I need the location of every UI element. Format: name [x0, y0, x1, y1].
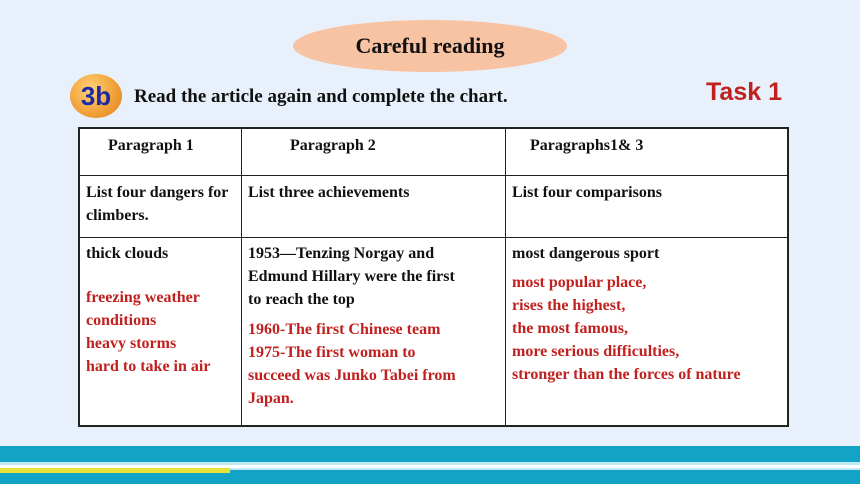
column-divider [505, 129, 506, 425]
exercise-number: 3b [80, 80, 112, 111]
comparison-answers-list [512, 271, 741, 386]
achievement-answer: 1975-The first woman to [248, 344, 416, 361]
danger-answers-list [86, 286, 210, 378]
prompt-dangers: List four dangers for climbers. [86, 184, 229, 224]
column-divider [241, 129, 242, 425]
comparison-answer: the most famous, [512, 320, 628, 337]
header-paragraph-1: Paragraph 1 [108, 137, 194, 154]
comparison-answer: most popular place, [512, 274, 647, 291]
comparison-answer: more serious difficulties, [512, 343, 680, 360]
achievement-answer: 1960-The first Chinese team [248, 321, 441, 338]
row-divider [80, 175, 787, 176]
instruction-text: Read the article again and complete the chart. [134, 86, 508, 107]
header-paragraph-2: Paragraph 2 [290, 137, 376, 154]
comparison-answer: rises the highest, [512, 297, 626, 314]
prompt-comparisons: List four comparisons [512, 184, 662, 201]
achievement-answer: succeed was Junko Tabei from [248, 367, 456, 384]
given-comparison: most dangerous sport [512, 245, 660, 262]
achievement-answers-list [248, 318, 456, 410]
comparison-answer: stronger than the forces of nature [512, 366, 741, 383]
exercise-badge [70, 74, 122, 118]
danger-answer: freezing weather [86, 289, 200, 306]
danger-answer: conditions [86, 312, 157, 329]
achievement-line: Edmund Hillary were the first [248, 268, 455, 285]
given-danger: thick clouds [86, 245, 169, 262]
achievement-answer: Japan. [248, 390, 294, 407]
row-divider [80, 237, 787, 238]
danger-answer: hard to take in air [86, 358, 211, 375]
danger-answer: heavy storms [86, 335, 177, 352]
achievement-line: 1953—Tenzing Norgay and [248, 245, 435, 262]
section-title: Careful reading [355, 33, 505, 58]
achievement-line: to reach the top [248, 291, 355, 308]
given-achievement [248, 242, 455, 311]
reading-chart-table [78, 127, 789, 427]
footer-accent-stripe [0, 468, 230, 473]
prompt-achievements: List three achievements [248, 184, 410, 201]
section-title-pill [293, 20, 567, 72]
task-label: Task 1 [706, 78, 782, 106]
header-paragraphs-1-3: Paragraphs1& 3 [530, 137, 644, 154]
